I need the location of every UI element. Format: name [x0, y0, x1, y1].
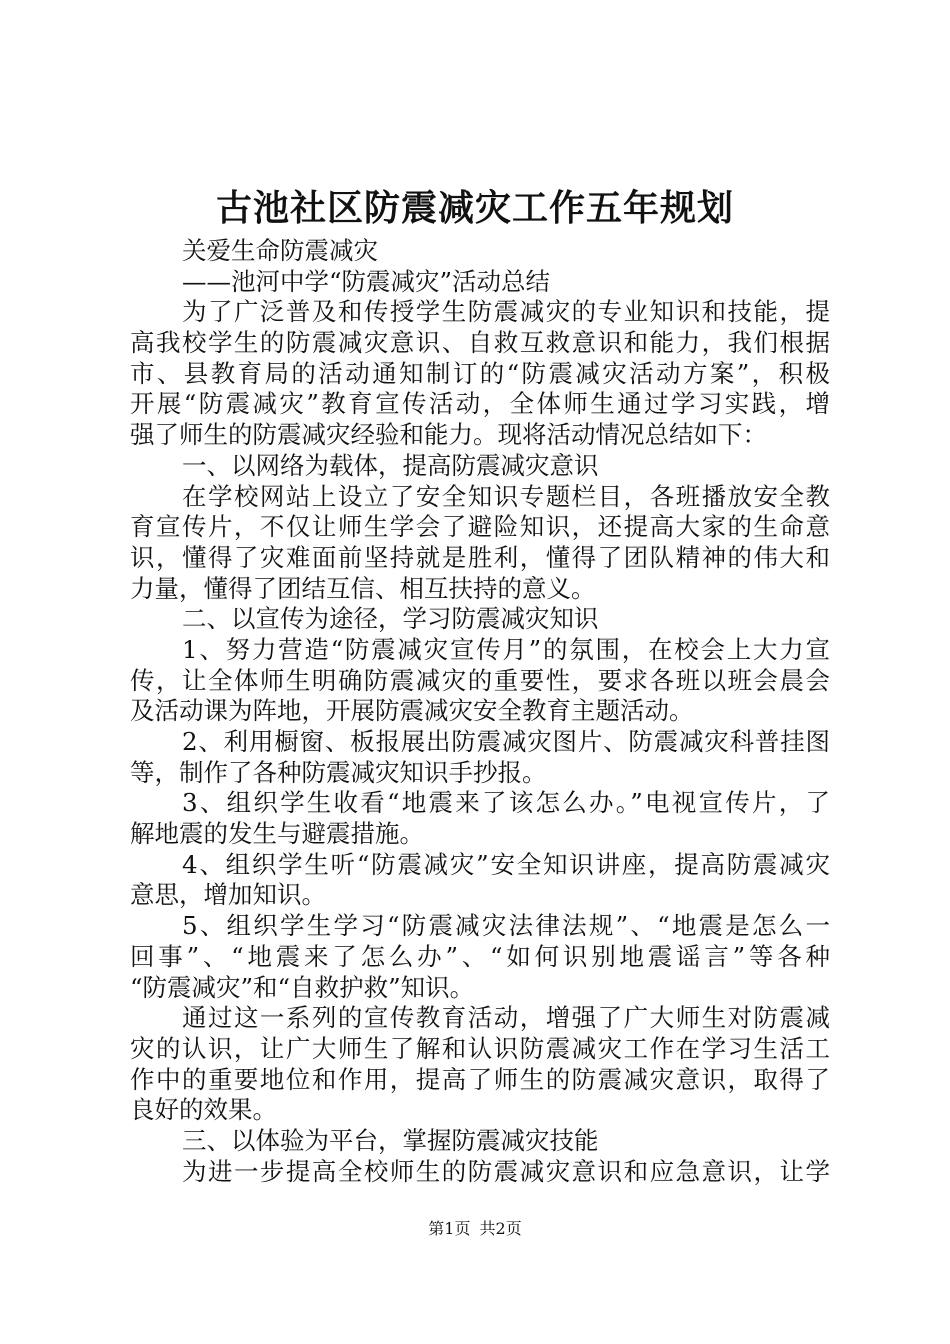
text-line: 为进一步提高全校师生的防震减灾意识和应急意识，让学: [182, 1156, 830, 1186]
text-line: 关爱生命防震减灾: [182, 236, 378, 265]
text-line: 开展“防震减灾”教育宣传活动，全体师生通过学习实践，增: [130, 389, 830, 419]
text-line: 灾的认识，让广大师生了解和认识防震减灾工作在学习生活工: [130, 1033, 830, 1063]
page-number: 第1页: [428, 1219, 471, 1238]
text-line: 市、县教育局的活动通知制订的“防震减灾活动方案”，积极: [130, 358, 830, 388]
text-line: 作中的重要地位和作用，提高了师生的防震减灾意识，取得了: [130, 1064, 830, 1094]
text-line: 二、以宣传为途径，学习防震减灾知识: [182, 604, 599, 634]
text-line: 三、以体验为平台，掌握防震减灾技能: [182, 1125, 599, 1155]
text-line: ——池河中学“防震减灾”活动总结: [182, 266, 551, 296]
text-line: 及活动课为阵地，开展防震减灾安全教育主题活动。: [130, 696, 694, 726]
text-line: 良好的效果。: [130, 1095, 277, 1125]
text-line: 5、组织学生学习“防震减灾法律法规”、“地震是怎么一: [182, 911, 830, 941]
text-line: 通过这一系列的宣传教育活动，增强了广大师生对防震减: [182, 1003, 830, 1033]
text-line: 为了广泛普及和传授学生防震减灾的专业知识和技能，提: [182, 297, 830, 327]
text-line: 传，让全体师生明确防震减灾的重要性，要求各班以班会晨会: [130, 665, 830, 695]
text-line: 高我校学生的防震减灾意识、自救互救意识和能力，我们根据: [130, 328, 830, 358]
text-line: 强了师生的防震减灾经验和能力。现将活动情况总结如下：: [130, 420, 767, 450]
text-line: 等，制作了各种防震减灾知识手抄报。: [130, 757, 547, 787]
text-line: 力量，懂得了团结互信、相互扶持的意义。: [130, 573, 596, 603]
text-line: 解地震的发生与避震措施。: [130, 819, 424, 849]
text-line: 识，懂得了灾难面前坚持就是胜利，懂得了团队精神的伟大和: [130, 542, 830, 572]
text-line: 回事”、“地震来了怎么办”、“如何识别地震谣言”等各种: [130, 941, 830, 971]
text-line: 意思，增加知识。: [130, 880, 326, 910]
text-line: “防震减灾”和“自救护救”知识。: [130, 972, 475, 1002]
document-title: 古池社区防震减灾工作五年规划: [215, 187, 734, 229]
text-line: 3、组织学生收看“地震来了该怎么办。”电视宣传片，了: [182, 788, 830, 818]
text-line: 在学校网站上设立了安全知识专题栏目，各班播放安全教: [182, 481, 830, 511]
text-line: 4、组织学生听“防震减灾”安全知识讲座，提高防震减灾: [182, 849, 830, 879]
page-footer: [0, 1218, 950, 1240]
text-line: 育宣传片，不仅让师生学会了避险知识，还提高大家的生命意: [130, 512, 830, 542]
text-line: 1、努力营造“防震减灾宣传月”的氛围，在校会上大力宣: [182, 634, 830, 664]
page-total: 共2页: [479, 1219, 522, 1238]
text-line: 2、利用橱窗、板报展出防震减灾图片、防震减灾科普挂图: [182, 727, 830, 756]
document-body: [130, 236, 830, 1187]
text-line: 一、以网络为载体，提高防震减灾意识: [182, 450, 599, 480]
